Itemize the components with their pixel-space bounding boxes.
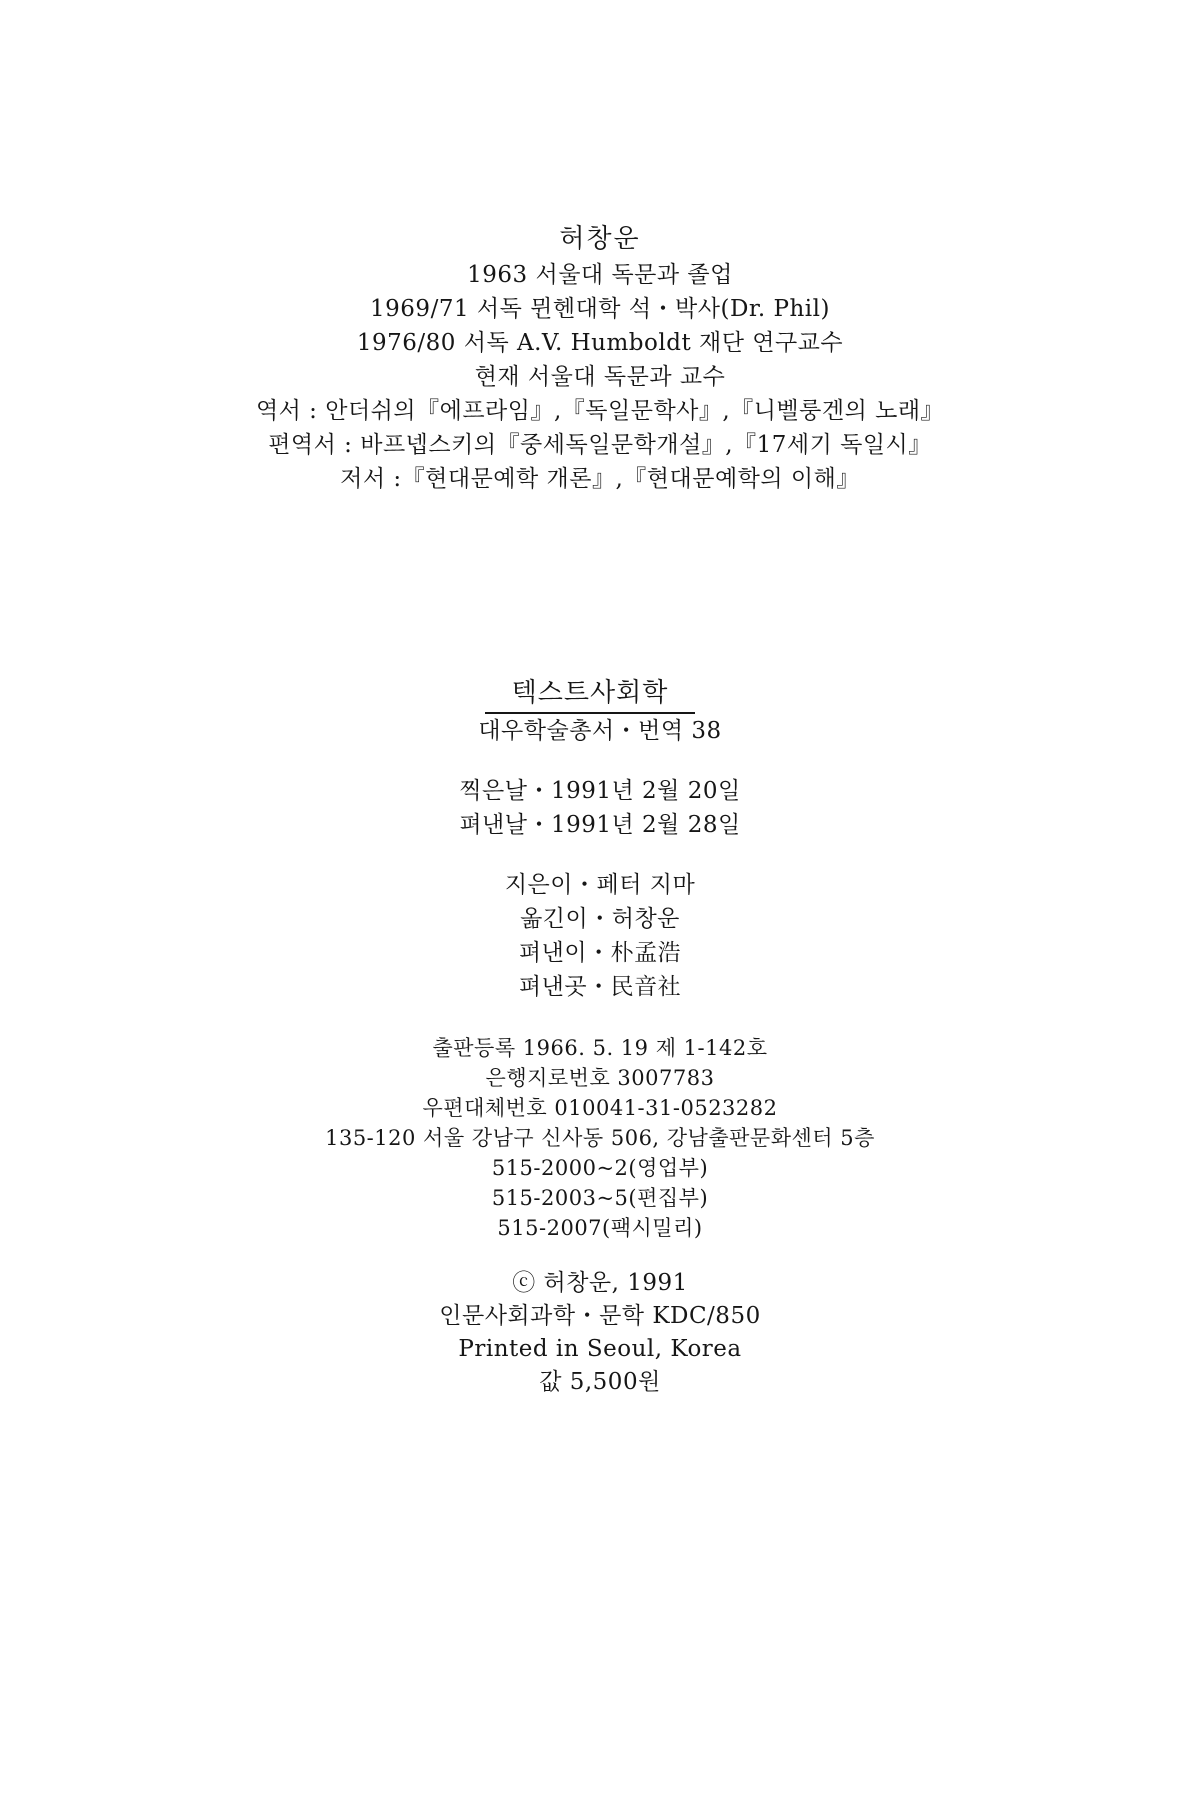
print-date: 찍은날・1991년 2월 20일 xyxy=(459,778,741,804)
credit-translator: 옮긴이・허창운 xyxy=(520,906,680,932)
book-title: 텍스트사회학 xyxy=(511,678,669,708)
credit-publisher-house: 펴낸곳・民音社 xyxy=(518,974,682,1000)
phone-sales: 515-2000~2(영업부) xyxy=(491,1156,709,1180)
bio-edited-translations: 편역서 : 바프넵스키의『중세독일문학개설』,『17세기 독일시』 xyxy=(268,432,932,458)
publish-date: 펴낸날・1991년 2월 28일 xyxy=(459,812,741,838)
fax-number: 515-2007(팩시밀리) xyxy=(497,1216,703,1240)
price: 값 5,500원 xyxy=(539,1369,661,1395)
title-underline xyxy=(485,712,695,714)
registration-info: 출판등록 1966. 5. 19 제 1-142호 xyxy=(432,1036,768,1060)
bio-line-2: 1969/71 서독 뮌헨대학 석・박사(Dr. Phil) xyxy=(370,296,830,322)
credit-author: 지은이・페터 지마 xyxy=(504,872,696,898)
publisher-address: 135-120 서울 강남구 신사동 506, 강남출판문화센터 5층 xyxy=(325,1126,875,1150)
bio-translations: 역서 : 안더쉬의『에프라임』,『독일문학사』,『니벨룽겐의 노래』 xyxy=(255,398,945,424)
translator-name: 허창운 xyxy=(559,224,641,254)
classification: 인문사회과학・문학 KDC/850 xyxy=(439,1303,761,1329)
bio-authored-works: 저서 :『현대문예학 개론』,『현대문예학의 이해』 xyxy=(340,466,860,492)
printed-in: Printed in Seoul, Korea xyxy=(458,1336,742,1362)
copyright-notice: ⓒ 허창운, 1991 xyxy=(512,1270,688,1296)
bio-line-4: 현재 서울대 독문과 교수 xyxy=(474,364,726,390)
bank-giro-number: 은행지로번호 3007783 xyxy=(485,1066,715,1090)
postal-transfer-number: 우편대체번호 010041-31-0523282 xyxy=(422,1096,778,1120)
series-name: 대우학술총서・번역 38 xyxy=(478,718,722,744)
bio-line-3: 1976/80 서독 A.V. Humboldt 재단 연구교수 xyxy=(356,330,844,356)
credit-publisher-person: 펴낸이・朴孟浩 xyxy=(518,940,682,966)
phone-editorial: 515-2003~5(편집부) xyxy=(491,1186,709,1210)
bio-line-1: 1963 서울대 독문과 졸업 xyxy=(467,262,733,288)
